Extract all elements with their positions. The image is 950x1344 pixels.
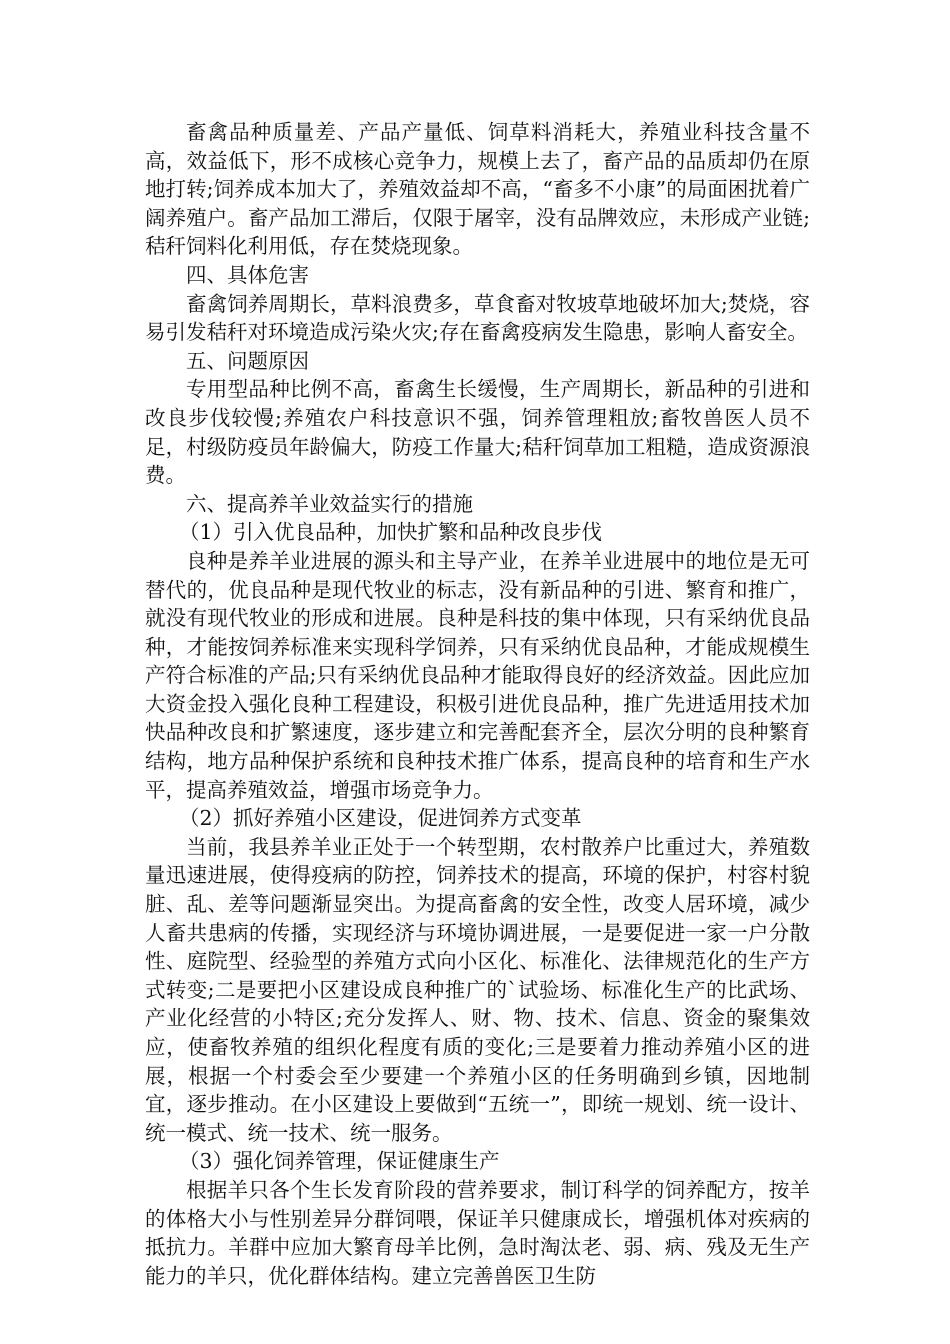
section-heading-causes: 五、问题原因: [186, 348, 309, 373]
section-heading-measures: 六、提高养羊业效益实行的措施: [186, 491, 473, 516]
document-page: [145, 118, 810, 1290]
section-heading-hazards: 四、具体危害: [186, 262, 309, 287]
subheading-improved-breeds: （1）引入优良品种，加快扩繁和品种改良步伐: [179, 520, 603, 545]
paragraph-improved-breeds: 良种是养羊业进展的源头和主导产业，在养羊业进展中的地位是无可替代的，优良品种是现代牧业的标志，没有新品种的引进、繁育和推广，就没有现代牧业的形成和进展。良种是科技的集中体现，只有采纳优良品种，才能按饲养标准来实现科学饲养，只有采纳优良品种，才能成规模生产符合标准的产品;只有采纳优良品种才能取得良好的经济效益。因此应加大资金投入强化良种工程建设，积极引进优良品种，推广先进适用技术加快品种改良和扩繁速度，逐步建立和完善配套齐全，层次分明的良种繁育结构，地方品种保护系统和良种技术推广体系，提高良种的培育和生产水平，提高养殖效益，增强市场竞争力。: [145, 548, 810, 802]
paragraph-product-quality: 畜禽品种质量差、产品产量低、饲草料消耗大，养殖业科技含量不高，效益低下，形不成核心竞争力，规模上去了，畜产品的品质却仍在原地打转;饲养成本加大了，养殖效益却不高，“畜多不小康”的局面困扰着广阔养殖户。畜产品加工滞后，仅限于屠宰，没有品牌效应，未形成产业链;秸秆饲料化利用低，存在焚烧现象。: [145, 120, 810, 259]
subheading-breeding-zones: （2）抓好养殖小区建设，促进饲养方式变革: [179, 806, 582, 831]
paragraph-breeding-zones: 当前，我县养羊业正处于一个转型期，农村散养户比重过大，养殖数量迅速进展，使得疫病的防控，饲养技术的提高，环境的保护，村容村貌脏、乱、差等问题渐显突出。为提高畜禽的安全性，改变人居环境，减少人畜共患病的传播，实现经济与环境协调进展，一是要促进一家一户分散性、庭院型、经验型的养殖方式向小区化、标准化、法律规范化的生产方式转变;二是要把小区建设成良种推广的`试验场、标准化生产的比武场、产业化经营的小特区;充分发挥人、财、物、技术、信息、资金的聚集效应，使畜牧养殖的组织化程度有质的变化;三是要着力推动养殖小区的进展，根据一个村委会至少要建一个养殖小区的任务明确到乡镇，因地制宜，逐步推动。在小区建设上要做到“五统一”，即统一规划、统一设计、统一模式、统一技术、统一服务。: [145, 834, 810, 1145]
paragraph-feeding-management: 根据羊只各个生长发育阶段的营养要求，制订科学的饲养配方，按羊的体格大小与性别差异分群饲喂，保证羊只健康成长，增强机体对疾病的抵抗力。羊群中应加大繁育母羊比例，急时淘汰老、弱、病、残及无生产能力的羊只，优化群体结构。建立完善兽医卫生防: [145, 1177, 810, 1288]
subheading-feeding-management: （3）强化饲养管理，保证健康生产: [179, 1149, 500, 1174]
paragraph-hazards: 畜禽饲养周期长，草料浪费多，草食畜对牧坡草地破坏加大;焚烧，容易引发秸秆对环境造成污染火灾;存在畜禽疫病发生隐患，影响人畜安全。: [145, 291, 810, 345]
paragraph-causes: 专用型品种比例不高，畜禽生长缓慢，生产周期长，新品种的引进和改良步伐较慢;养殖农户科技意识不强，饲养管理粗放;畜牧兽医人员不足，村级防疫员年龄偏大，防疫工作量大;秸秆饲草加工粗糙，造成资源浪费。: [145, 377, 810, 488]
